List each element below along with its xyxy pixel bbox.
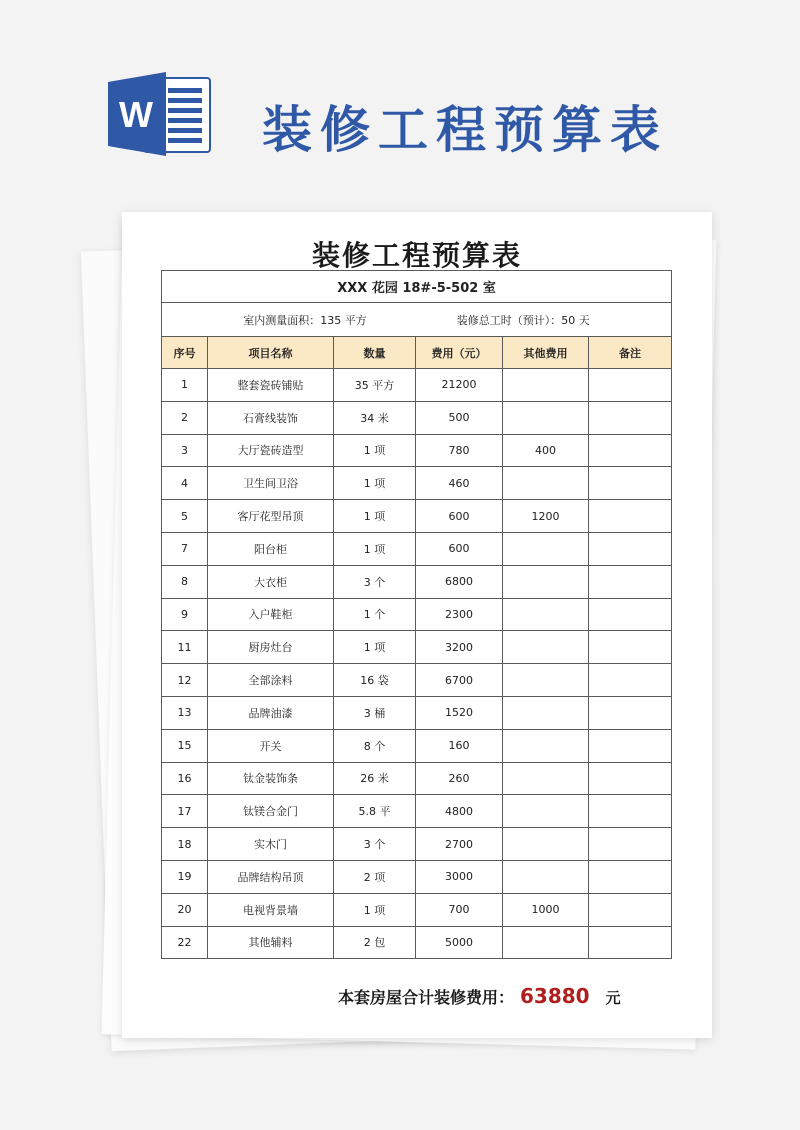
cell-name: 品牌结构吊顶: [208, 860, 334, 893]
table-row: [162, 598, 672, 631]
cell-qty: 1 项: [334, 532, 416, 565]
cell-note: [589, 696, 672, 729]
cell-other: [503, 926, 589, 959]
cell-note: [589, 500, 672, 533]
cell-other: [503, 598, 589, 631]
cell-no: 17: [162, 795, 208, 828]
cell-note: [589, 532, 672, 565]
cell-cost: 600: [416, 532, 503, 565]
table-row: [162, 828, 672, 861]
cell-qty: 5.8 平: [334, 795, 416, 828]
budget-table: [161, 270, 672, 959]
cell-cost: 260: [416, 762, 503, 795]
cell-no: 9: [162, 598, 208, 631]
cell-note: [589, 631, 672, 664]
cell-no: 1: [162, 369, 208, 402]
column-header-qty: 数量: [334, 337, 416, 369]
table-row: [162, 762, 672, 795]
cell-note: [589, 893, 672, 926]
cell-note: [589, 664, 672, 697]
cell-other: [503, 664, 589, 697]
cell-no: 15: [162, 729, 208, 762]
cell-cost: 2700: [416, 828, 503, 861]
cell-qty: 1 项: [334, 500, 416, 533]
cell-other: [503, 795, 589, 828]
cell-name: 厨房灶台: [208, 631, 334, 664]
cell-other: [503, 565, 589, 598]
cell-other: 1000: [503, 893, 589, 926]
cell-other: 400: [503, 434, 589, 467]
cell-no: 2: [162, 401, 208, 434]
cell-cost: 160: [416, 729, 503, 762]
cell-other: [503, 401, 589, 434]
table-row: [162, 795, 672, 828]
cell-qty: 1 项: [334, 434, 416, 467]
cell-qty: 1 项: [334, 631, 416, 664]
cell-name: 其他辅料: [208, 926, 334, 959]
area-text: 室内测量面积：135 平方: [243, 313, 367, 327]
cell-name: 石膏线装饰: [208, 401, 334, 434]
cell-name: 大衣柜: [208, 565, 334, 598]
cell-cost: 700: [416, 893, 503, 926]
table-row: [162, 860, 672, 893]
cell-no: 4: [162, 467, 208, 500]
table-row: [162, 631, 672, 664]
cell-cost: 4800: [416, 795, 503, 828]
cell-no: 7: [162, 532, 208, 565]
cell-other: [503, 631, 589, 664]
cell-note: [589, 401, 672, 434]
table-row: [162, 893, 672, 926]
cell-cost: 3000: [416, 860, 503, 893]
cell-name: 钛金装饰条: [208, 762, 334, 795]
cell-qty: 1 项: [334, 893, 416, 926]
cell-other: [503, 532, 589, 565]
cell-no: 18: [162, 828, 208, 861]
cell-note: [589, 926, 672, 959]
cell-note: [589, 795, 672, 828]
cell-note: [589, 434, 672, 467]
cell-note: [589, 565, 672, 598]
cell-qty: 35 平方: [334, 369, 416, 402]
cell-name: 卫生间卫浴: [208, 467, 334, 500]
cell-qty: 16 袋: [334, 664, 416, 697]
cell-other: 1200: [503, 500, 589, 533]
cell-qty: 2 包: [334, 926, 416, 959]
cell-other: [503, 762, 589, 795]
cell-name: 开关: [208, 729, 334, 762]
project-info: [162, 303, 672, 337]
cell-name: 实木门: [208, 828, 334, 861]
cell-no: 12: [162, 664, 208, 697]
total-line: [338, 984, 621, 1008]
table-row: [162, 729, 672, 762]
cell-other: [503, 828, 589, 861]
column-header-name: 项目名称: [208, 337, 334, 369]
cell-no: 16: [162, 762, 208, 795]
total-label: 本套房屋合计装修费用：: [338, 988, 515, 1007]
cell-qty: 34 米: [334, 401, 416, 434]
document-title: 装修工程预算表: [311, 239, 522, 272]
cell-no: 22: [162, 926, 208, 959]
cell-no: 11: [162, 631, 208, 664]
column-header-cost: 费用（元）: [416, 337, 503, 369]
cell-name: 客厅花型吊顶: [208, 500, 334, 533]
table-row: [162, 401, 672, 434]
total-amount: 63880: [520, 984, 590, 1008]
cell-other: [503, 369, 589, 402]
cell-no: 5: [162, 500, 208, 533]
cell-name: 电视背景墙: [208, 893, 334, 926]
cell-qty: 3 个: [334, 565, 416, 598]
document-sheet: [122, 212, 712, 1038]
table-row: [162, 926, 672, 959]
cell-qty: 2 项: [334, 860, 416, 893]
duration-text: 装修总工时（预计）：50 天: [456, 313, 590, 327]
cell-note: [589, 467, 672, 500]
cell-name: 全部涂料: [208, 664, 334, 697]
cell-other: [503, 729, 589, 762]
table-row: [162, 565, 672, 598]
cell-other: [503, 467, 589, 500]
column-header-note: 备注: [589, 337, 672, 369]
table-row: [162, 664, 672, 697]
cell-qty: 1 项: [334, 467, 416, 500]
cell-name: 阳台柜: [208, 532, 334, 565]
project-name: XXX 花园 18#-5-502 室: [162, 271, 672, 303]
column-header-other: 其他费用: [503, 337, 589, 369]
table-row: [162, 467, 672, 500]
cell-no: 19: [162, 860, 208, 893]
header-title: 装修工程预算表: [262, 101, 668, 159]
table-row: [162, 434, 672, 467]
word-icon-letter: W: [119, 94, 153, 135]
cell-cost: 600: [416, 500, 503, 533]
table-row: [162, 532, 672, 565]
cell-qty: 3 桶: [334, 696, 416, 729]
cell-cost: 780: [416, 434, 503, 467]
cell-cost: 6700: [416, 664, 503, 697]
header: [108, 72, 708, 162]
column-header-row: [162, 337, 672, 369]
cell-cost: 21200: [416, 369, 503, 402]
cell-qty: 8 个: [334, 729, 416, 762]
table-row: [162, 696, 672, 729]
word-icon: [108, 72, 214, 156]
cell-cost: 3200: [416, 631, 503, 664]
cell-no: 20: [162, 893, 208, 926]
cell-other: [503, 860, 589, 893]
cell-no: 8: [162, 565, 208, 598]
cell-note: [589, 860, 672, 893]
cell-note: [589, 598, 672, 631]
cell-cost: 1520: [416, 696, 503, 729]
cell-name: 入户鞋柜: [208, 598, 334, 631]
cell-no: 13: [162, 696, 208, 729]
table-row: [162, 369, 672, 402]
cell-note: [589, 762, 672, 795]
cell-note: [589, 369, 672, 402]
cell-cost: 460: [416, 467, 503, 500]
cell-name: 大厅瓷砖造型: [208, 434, 334, 467]
cell-name: 钛镁合金门: [208, 795, 334, 828]
cell-cost: 6800: [416, 565, 503, 598]
cell-qty: 26 米: [334, 762, 416, 795]
cell-name: 整套瓷砖铺贴: [208, 369, 334, 402]
column-header-no: 序号: [162, 337, 208, 369]
cell-name: 品牌油漆: [208, 696, 334, 729]
cell-note: [589, 828, 672, 861]
total-unit: 元: [605, 989, 621, 1007]
cell-qty: 3 个: [334, 828, 416, 861]
table-row: [162, 500, 672, 533]
cell-cost: 500: [416, 401, 503, 434]
cell-no: 3: [162, 434, 208, 467]
cell-cost: 5000: [416, 926, 503, 959]
cell-note: [589, 729, 672, 762]
cell-cost: 2300: [416, 598, 503, 631]
cell-qty: 1 个: [334, 598, 416, 631]
cell-other: [503, 696, 589, 729]
